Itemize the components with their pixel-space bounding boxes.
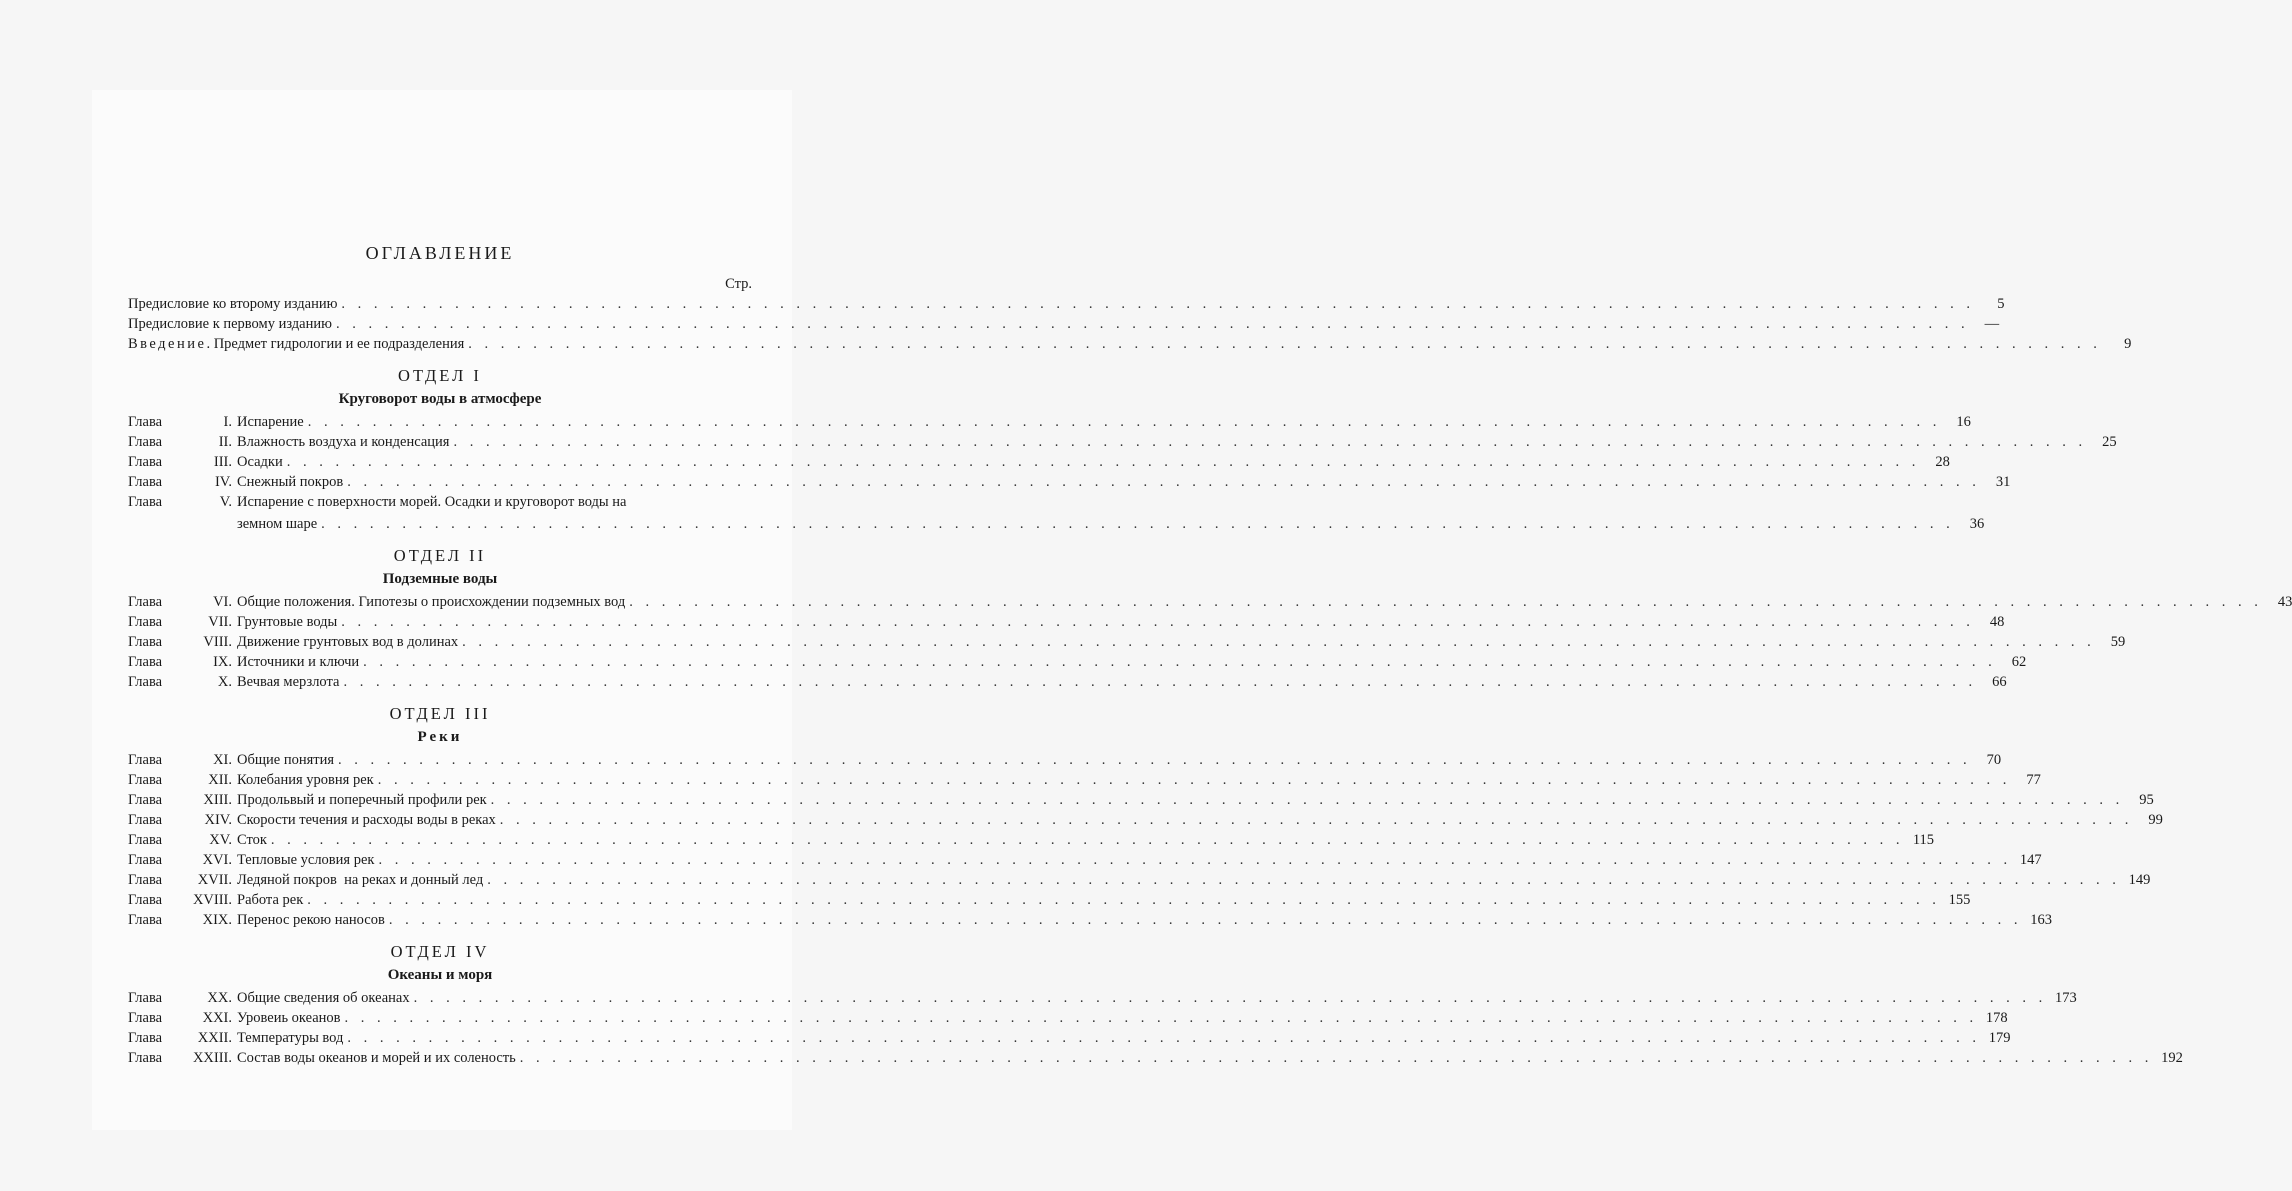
chapter-title: Сток	[237, 832, 267, 848]
dot-leader	[378, 770, 2011, 790]
chapter-word: Глава	[128, 752, 163, 768]
page-column-label: Стр.	[725, 276, 752, 292]
chapter-word: Глава	[128, 594, 163, 610]
chapter-word: Глава	[128, 832, 163, 848]
chapter-title: Состав воды океанов и морей и их соленость	[237, 1050, 516, 1066]
dot-leader	[500, 810, 2133, 830]
chapter-title: Общие сведения об океанах	[237, 990, 410, 1006]
chapter-entry[interactable]	[128, 910, 2052, 930]
chapter-entry[interactable]	[128, 1048, 2183, 1068]
chapter-number: VI.	[213, 594, 232, 610]
chapter-word: Глава	[128, 454, 163, 470]
chapter-title: Продольвый и поперечный профили рек	[237, 792, 487, 808]
chapter-entry[interactable]	[128, 790, 2154, 810]
chapter-word: Глава	[128, 654, 163, 670]
chapter-number: XV.	[209, 832, 232, 848]
dot-leader	[363, 652, 1996, 672]
chapter-number: XVI.	[202, 852, 232, 868]
chapter-word: Глава	[128, 812, 163, 828]
entry-title: Предисловие ко второму изданию	[128, 296, 338, 312]
chapter-title: Снежный покров	[237, 474, 344, 490]
dot-leader	[287, 452, 1920, 472]
chapter-number: XXI.	[202, 1010, 232, 1026]
section-heading: ОТДЕЛ IV	[390, 942, 490, 961]
chapter-title: Скорости течения и расходы воды в реках	[237, 812, 496, 828]
dot-leader	[307, 890, 1940, 910]
chapter-entry[interactable]	[128, 770, 2041, 790]
chapter-page: 173	[2054, 990, 2077, 1006]
section-subtitle: Реки	[417, 729, 463, 745]
section-heading: ОТДЕЛ III	[389, 704, 491, 723]
chapter-number: XVII.	[197, 872, 232, 888]
chapter-word: Глава	[128, 990, 163, 1006]
chapter-number: XXII.	[197, 1030, 232, 1046]
chapter-word: Глава	[128, 414, 163, 430]
chapter-page: 28	[1935, 454, 1950, 470]
chapter-entry[interactable]	[128, 988, 2077, 1008]
dot-leader	[341, 612, 1974, 632]
chapter-word: Глава	[128, 1050, 163, 1066]
chapter-title: Колебания уровня рек	[237, 772, 374, 788]
chapter-entry[interactable]	[128, 1008, 2008, 1028]
chapter-page: 115	[1912, 832, 1935, 848]
toc-entry-preface-1[interactable]	[128, 314, 2000, 334]
chapter-entry[interactable]	[128, 492, 1985, 534]
chapter-entry[interactable]	[128, 1028, 2011, 1048]
chapter-page: 163	[2030, 912, 2052, 928]
chapter-title: Источники и ключи	[237, 654, 360, 670]
chapter-entry[interactable]	[128, 452, 1950, 472]
chapter-word: Глава	[128, 872, 163, 888]
chapter-title: Вечвая мерзлота	[237, 674, 340, 690]
chapter-title: Испарение	[237, 414, 304, 430]
intro-spaced-word: Введение	[128, 336, 207, 352]
dot-leader	[336, 314, 1969, 334]
chapter-entry[interactable]	[128, 652, 2027, 672]
chapter-title: Грунтовые воды	[237, 614, 338, 630]
chapter-title-line2: земном шаре	[237, 516, 318, 532]
chapter-page: 16	[1956, 414, 1971, 430]
chapter-entry[interactable]	[128, 632, 2126, 652]
dot-leader	[347, 1028, 1980, 1048]
chapter-number: XVIII.	[192, 892, 232, 908]
entry-page: 9	[2124, 336, 2132, 352]
chapter-page: 25	[2102, 434, 2117, 450]
chapter-title: Работа рек	[237, 892, 304, 908]
dot-leader	[308, 412, 1941, 432]
chapter-entry[interactable]	[128, 592, 2292, 612]
chapter-number: X.	[217, 674, 232, 690]
dot-leader	[345, 1008, 1978, 1028]
dot-leader	[414, 988, 2047, 1008]
chapter-page: 99	[2148, 812, 2163, 828]
dot-leader	[338, 750, 1971, 770]
chapter-number: V.	[219, 494, 232, 510]
chapter-word: Глава	[128, 634, 163, 650]
dot-leader	[341, 294, 1974, 314]
chapter-page: 48	[1989, 614, 2005, 630]
chapter-word: Глава	[128, 792, 163, 808]
chapter-word: Глава	[128, 772, 163, 788]
chapter-entry[interactable]	[128, 890, 1971, 910]
chapter-entry[interactable]	[128, 672, 2007, 692]
dot-leader	[487, 870, 2120, 890]
toc-entry-intro[interactable]	[128, 334, 2132, 354]
dot-leader	[462, 632, 2095, 652]
chapter-title: Ледяной покров на реках и донный лед	[237, 872, 484, 888]
chapter-entry[interactable]	[128, 612, 2005, 632]
dot-leader	[347, 472, 1980, 492]
chapter-page: 192	[2161, 1050, 2183, 1066]
chapter-entry[interactable]	[128, 472, 2011, 492]
chapter-number: XII.	[208, 772, 232, 788]
chapter-title: Общие положения. Гипотезы о происхождении подземных вод	[237, 594, 626, 610]
chapter-page: 66	[1992, 674, 2007, 690]
dot-leader	[271, 830, 1904, 850]
section-subtitle: Подземные воды	[382, 571, 498, 587]
chapter-page: 43	[2277, 594, 2292, 610]
chapter-number: XI.	[213, 752, 232, 768]
intro-rest: . Предмет гидрологии и ее подразделения	[206, 336, 465, 352]
entry-page: —	[1984, 316, 2000, 332]
chapter-number: III.	[213, 454, 232, 470]
chapter-number: VII.	[208, 614, 232, 630]
chapter-entry[interactable]	[128, 850, 2042, 870]
chapter-page: 95	[2139, 792, 2154, 808]
chapter-word: Глава	[128, 614, 163, 630]
chapter-page: 77	[2026, 772, 2041, 788]
chapter-page: 147	[2019, 852, 2042, 868]
chapter-number: XIV.	[204, 812, 232, 828]
chapter-word: Глава	[128, 674, 163, 690]
chapter-number: II.	[218, 434, 232, 450]
page-title: ОГЛАВЛЕНИЕ	[365, 243, 515, 263]
chapter-word: Глава	[128, 892, 163, 908]
chapter-number: XXIII.	[192, 1050, 232, 1066]
chapter-page: 62	[2011, 654, 2027, 670]
chapter-page: 59	[2110, 634, 2126, 650]
chapter-word: Глава	[128, 1030, 163, 1046]
dot-leader	[389, 910, 2022, 930]
chapter-word: Глава	[128, 912, 163, 928]
chapter-word: Глава	[128, 1010, 163, 1026]
chapter-page: 31	[1995, 474, 2011, 490]
toc-entry-preface-2[interactable]	[128, 294, 2005, 314]
chapter-title: Общие понятия	[237, 752, 335, 768]
chapter-title: Осадки	[237, 454, 283, 470]
chapter-title: Влажность воздуха и конденсация	[237, 434, 450, 450]
section-heading: ОТДЕЛ II	[393, 546, 487, 565]
section-subtitle: Круговорот воды в атмосфере	[338, 391, 542, 407]
chapter-word: Глава	[128, 494, 163, 510]
dot-leader	[343, 672, 1976, 692]
chapter-title-line2-row	[237, 512, 1984, 534]
entry-page: 5	[1997, 296, 2005, 312]
chapter-entry[interactable]	[128, 810, 2163, 830]
entry-title: Предисловие к первому изданию	[128, 316, 332, 332]
chapter-number: IX.	[213, 654, 232, 670]
chapter-word: Глава	[128, 474, 163, 490]
chapter-title: Движение грунтовых вод в долинах	[237, 634, 459, 650]
chapter-page: 149	[2128, 872, 2151, 888]
dot-leader	[629, 592, 2262, 612]
chapter-page: 70	[1986, 752, 2002, 768]
chapter-number: I.	[223, 414, 232, 430]
chapter-title: Тепловые условия рек	[237, 852, 375, 868]
section-heading: ОТДЕЛ I	[398, 366, 482, 385]
chapter-page: 178	[1985, 1010, 2008, 1026]
chapter-number: IV.	[214, 474, 232, 490]
chapter-entry[interactable]	[128, 750, 2002, 770]
dot-leader	[453, 432, 2086, 452]
chapter-title: Перенос рекою наносов	[237, 912, 385, 928]
dot-leader	[520, 1048, 2153, 1068]
chapter-title: Температуры вод	[237, 1030, 344, 1046]
chapter-page: 179	[1988, 1030, 2011, 1046]
chapter-title: Уровеиь океанов	[237, 1010, 341, 1026]
chapter-entry[interactable]	[128, 432, 2117, 452]
table-of-contents	[128, 240, 2292, 1068]
dot-leader	[378, 850, 2011, 870]
chapter-number: XIX.	[202, 912, 232, 928]
chapter-title-wrap	[237, 492, 1984, 534]
chapter-entry[interactable]	[128, 870, 2151, 890]
chapter-number: XIII.	[203, 792, 232, 808]
chapter-number: VIII.	[203, 634, 232, 650]
chapter-title-line1: Испарение с поверхности морей. Осадки и круговорот воды на	[237, 494, 627, 510]
dot-leader	[321, 514, 1954, 534]
chapter-number: XX.	[207, 990, 232, 1006]
chapter-page: 36	[1969, 516, 1985, 532]
entry-title	[128, 334, 464, 354]
chapter-entry[interactable]	[128, 830, 1935, 850]
chapter-word: Глава	[128, 852, 163, 868]
chapter-page: 155	[1948, 892, 1971, 908]
dot-leader	[491, 790, 2124, 810]
chapter-word: Глава	[128, 434, 163, 450]
section-subtitle: Океаны и моря	[387, 967, 493, 983]
chapter-entry[interactable]	[128, 412, 1971, 432]
dot-leader	[468, 334, 2101, 354]
